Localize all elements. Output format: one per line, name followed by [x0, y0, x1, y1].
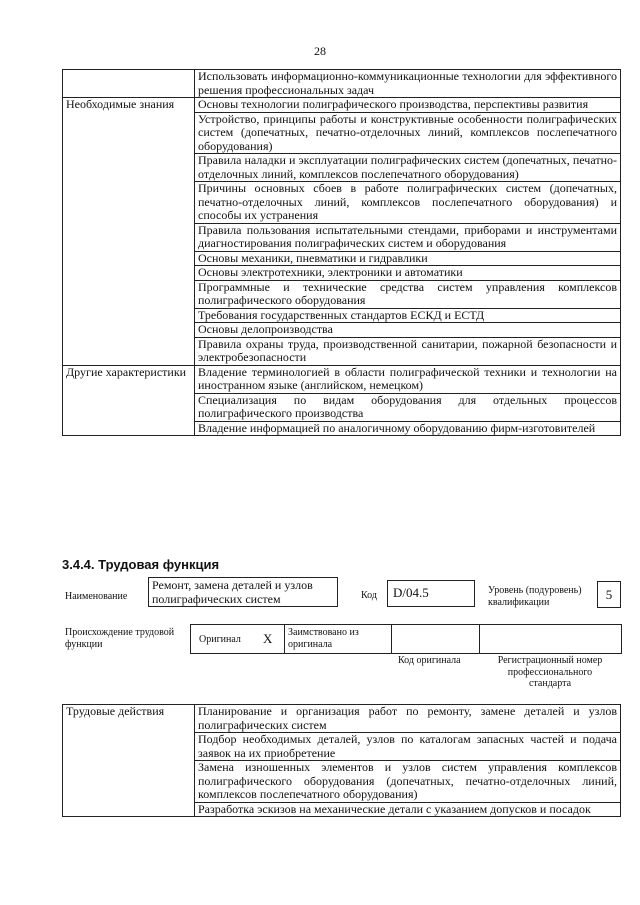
row-label: Необходимые знания	[63, 98, 195, 366]
code-original-label: Код оригинала	[398, 655, 461, 666]
table-cell: Владение информацией по аналогичному оборудованию фирм-изготовителей	[195, 421, 621, 436]
table-cell: Владение терминологией в области полиграфической техники и технологии на иностранном языке (английском, немецком)	[195, 365, 621, 393]
table-cell: Основы механики, пневматики и гидравлики	[195, 251, 621, 266]
section-title: 3.4.4. Трудовая функция	[62, 557, 220, 572]
divider	[284, 625, 285, 653]
table-row	[63, 365, 621, 393]
original-label: Оригинал	[199, 634, 241, 645]
borrowed-label: Заимствовано из оригинала	[288, 627, 359, 650]
table-row	[63, 70, 621, 98]
row-label: Другие характеристики	[63, 365, 195, 436]
table-cell: Основы электротехники, электроники и автоматики	[195, 266, 621, 281]
code-label: Код	[361, 590, 377, 601]
table-cell: Разработка эскизов на механические детали с указанием допусков и посадок	[195, 802, 621, 817]
table-cell: Замена изношенных элементов и узлов систем управления комплексов полиграфического оборудования (допечатных, печатно-отделочных линий, комплексов послепечатного оборудования)	[195, 761, 621, 803]
code-value: D/04.5	[387, 580, 475, 607]
divider	[391, 625, 392, 653]
table-cell: Использовать информационно-коммуникационные технологии для эффективного решения профессиональных задач	[195, 70, 621, 98]
table-cell: Подбор необходимых деталей, узлов по каталогам запасных частей и подача заявок на их приобретение	[195, 733, 621, 761]
actions-table	[62, 704, 621, 817]
table-cell: Основы делопроизводства	[195, 323, 621, 338]
knowledge-table	[62, 69, 621, 436]
name-label: Наименование	[65, 591, 128, 602]
level-label: Уровень (подуровень) квалификации	[488, 585, 582, 608]
table-cell: Основы технологии полиграфического производства, перспективы развития	[195, 98, 621, 113]
row-label: Трудовые действия	[63, 705, 195, 817]
table-cell: Правила пользования испытательными стендами, приборами и инструментами диагностирования полиграфических систем и оборудования	[195, 223, 621, 251]
table-cell: Требования государственных стандартов ЕСКД и ЕСТД	[195, 308, 621, 323]
table-cell: Специализация по видам оборудования для отдельных процессов полиграфического производства	[195, 393, 621, 421]
table-row	[63, 98, 621, 113]
table-cell: Правила охраны труда, производственной санитарии, пожарной безопасности и электробезопасности	[195, 337, 621, 365]
table-cell: Устройство, принципы работы и конструктивные особенности полиграфических систем (допечатных, печатно-отделочных линий, комплексов послепечатного оборудования)	[195, 112, 621, 154]
level-value: 5	[597, 581, 621, 608]
original-mark: X	[263, 631, 273, 646]
origin-label: Происхождение трудовой функции	[65, 627, 175, 650]
row-label	[63, 70, 195, 98]
reg-number-label: Регистрационный номер профессионального стандарта	[497, 655, 603, 689]
divider	[479, 625, 480, 653]
origin-box	[190, 624, 622, 654]
name-value: Ремонт, замена деталей и узлов полиграфических систем	[148, 577, 338, 607]
page-number: 28	[314, 44, 326, 58]
table-cell: Правила наладки и эксплуатации полиграфических систем (допечатных, печатно-отделочных линий, комплексов послепечатного оборудования)	[195, 154, 621, 182]
table-cell: Причины основных сбоев в работе полиграфических систем (допечатных, печатно-отделочных линий, комплексов послепечатного оборудования) и способы их устранения	[195, 182, 621, 224]
table-cell: Планирование и организация работ по ремонту, замене деталей и узлов полиграфических систем	[195, 705, 621, 733]
table-row	[63, 705, 621, 733]
table-cell: Программные и технические средства систем управления комплексов полиграфического оборудования	[195, 280, 621, 308]
